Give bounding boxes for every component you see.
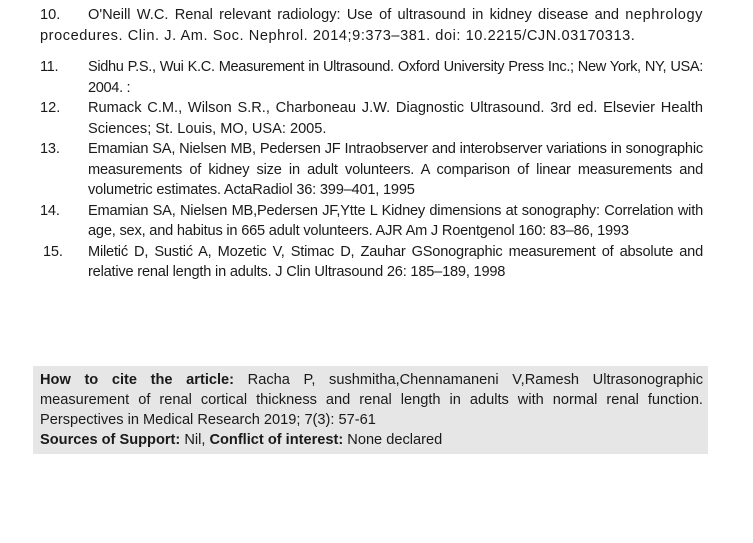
support-value: Nil, <box>180 432 210 448</box>
reference-item-15 <box>40 242 703 283</box>
reference-number: 10. <box>40 7 61 23</box>
citation-label: How to cite the article: <box>40 372 235 388</box>
reference-number: 13. <box>40 141 60 157</box>
reference-number: 15. <box>43 243 63 260</box>
reference-item-10 <box>40 5 703 46</box>
reference-text: O'Neill W.C. Renal relevant radiology: Use of ultrasound in kidney disease and <box>88 7 619 23</box>
reference-item-11 <box>40 57 703 98</box>
reference-text: Sidhu P.S., Wui K.C. Measurement in Ultrasound. Oxford University Press Inc.; New York, NY, USA: 2004. : <box>88 59 703 96</box>
reference-number: 14. <box>40 202 60 219</box>
reference-item-12 <box>40 98 703 139</box>
reference-number: 11. <box>40 59 59 75</box>
reference-text: Emamian SA, Nielsen MB, Pedersen JF Intraobserver and interobserver variations in sonographic measurements of kidney size in adult volunteers. A comparison of linear measurements and volumetric estimates. ActaRadiol 36: 399–401, 1995 <box>88 141 703 198</box>
reference-item-13 <box>40 139 703 201</box>
reference-text: Emamian SA, Nielsen MB,Pedersen JF,Ytte L Kidney dimensions at sonography: Correlation with age, sex, and habitus in 665 adult volunteers. AJR Am J Roentgenol 160: 83–86, 1993 <box>88 202 703 239</box>
citation-body: Racha P, sushmitha,Chennamaneni V,Ramesh Ultrasonographic measurement of renal cortical thickness and renal length in adults with normal renal function. Perspectives in Medical Research 2019; 7(3): 57-61 <box>40 372 704 428</box>
reference-list <box>40 5 703 283</box>
support-line <box>40 430 703 450</box>
conflict-value: None declared <box>343 432 443 448</box>
reference-text: Miletić D, Sustić A, Mozetic V, Stimac D, Zauhar GSonographic measurement of absolute and relative renal length in adults. J Clin Ultrasound 26: 185–189, 1998 <box>88 243 703 280</box>
reference-number: 12. <box>40 100 61 116</box>
reference-item-14 <box>40 201 703 242</box>
reference-text-continued: nephrology procedures. Clin. J. Am. Soc. Nephrol. 2014;9:373–381. doi: 10.2215/CJN.03170313. <box>40 7 703 44</box>
citation-text <box>40 370 703 430</box>
reference-text: Rumack C.M., Wilson S.R., Charboneau J.W. Diagnostic Ultrasound. 3rd ed. Elsevier Health Sciences; St. Louis, MO, USA: 2005. <box>88 100 703 137</box>
support-label: Sources of Support: <box>40 432 181 448</box>
conflict-label: Conflict of interest: <box>209 432 344 448</box>
citation-box <box>33 366 708 454</box>
